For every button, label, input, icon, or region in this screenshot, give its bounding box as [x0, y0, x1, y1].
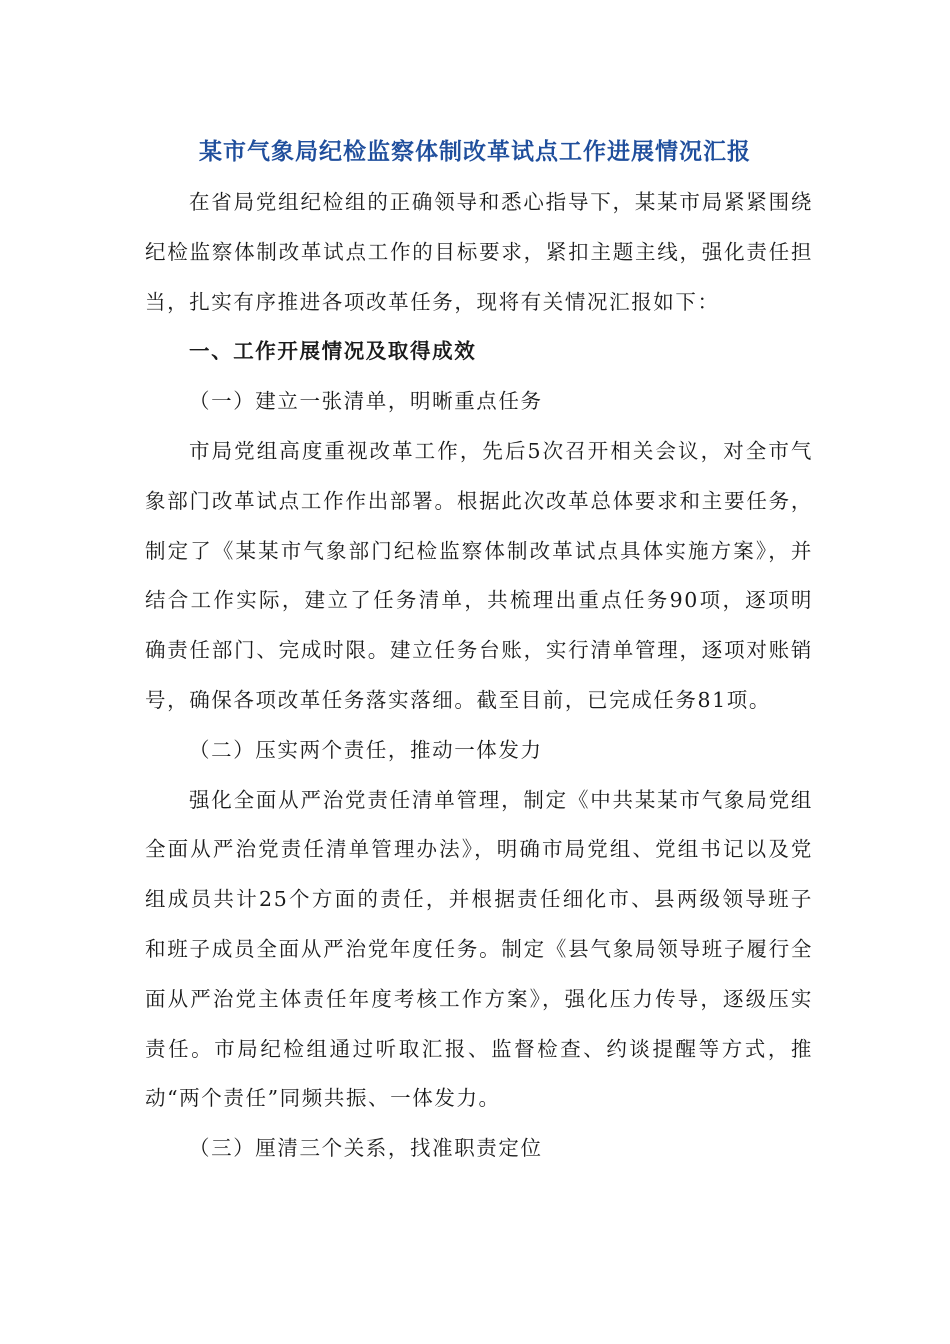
subsection-1-heading: （一）建立一张清单，明晰重点任务 — [189, 389, 543, 414]
document-title: 某市气象局纪检监察体制改革试点工作进展情况汇报 — [199, 138, 751, 165]
subsection-1-paragraph: 市局党组高度重视改革工作，先后5次召开相关会议，对全市气象部门改革试点工作作出部署。根据此次改革总体要求和主要任务，制定了《某某市气象部门纪检监察体制改革试点具体实施方案》，并结合工作实际，建立了任务清单，共梳理出重点任务90项，逐项明确责任部门、完成时限。建立任务台账，实行清单管理，逐项对账销号，确保各项改革任务落实落细。截至目前，已完成任务81项。 — [145, 438, 813, 712]
subsection-3-heading: （三）厘清三个关系，找准职责定位 — [189, 1136, 543, 1161]
subsection-2-heading: （二）压实两个责任，推动一体发力 — [189, 737, 543, 762]
section-1-heading: 一、工作开展情况及取得成效 — [189, 339, 477, 364]
intro-paragraph: 在省局党组纪检组的正确领导和悉心指导下，某某市局紧紧围绕纪检监察体制改革试点工作的目标要求，紧扣主题主线，强化责任担当，扎实有序推进各项改革任务，现将有关情况汇报如下： — [145, 190, 813, 314]
subsection-2-paragraph: 强化全面从严治党责任清单管理，制定《中共某某市气象局党组全面从严治党责任清单管理办法》，明确市局党组、党组书记以及党组成员共计25个方面的责任，并根据责任细化市、县两级领导班子和班子成员全面从严治党年度任务。制定《县气象局领导班子履行全面从严治党主体责任年度考核工作方案》，强化压力传导，逐级压实责任。市局纪检组通过听取汇报、监督检查、约谈提醒等方式，推动“两个责任”同频共振、一体发力。 — [145, 787, 813, 1111]
document-body — [145, 178, 813, 1174]
